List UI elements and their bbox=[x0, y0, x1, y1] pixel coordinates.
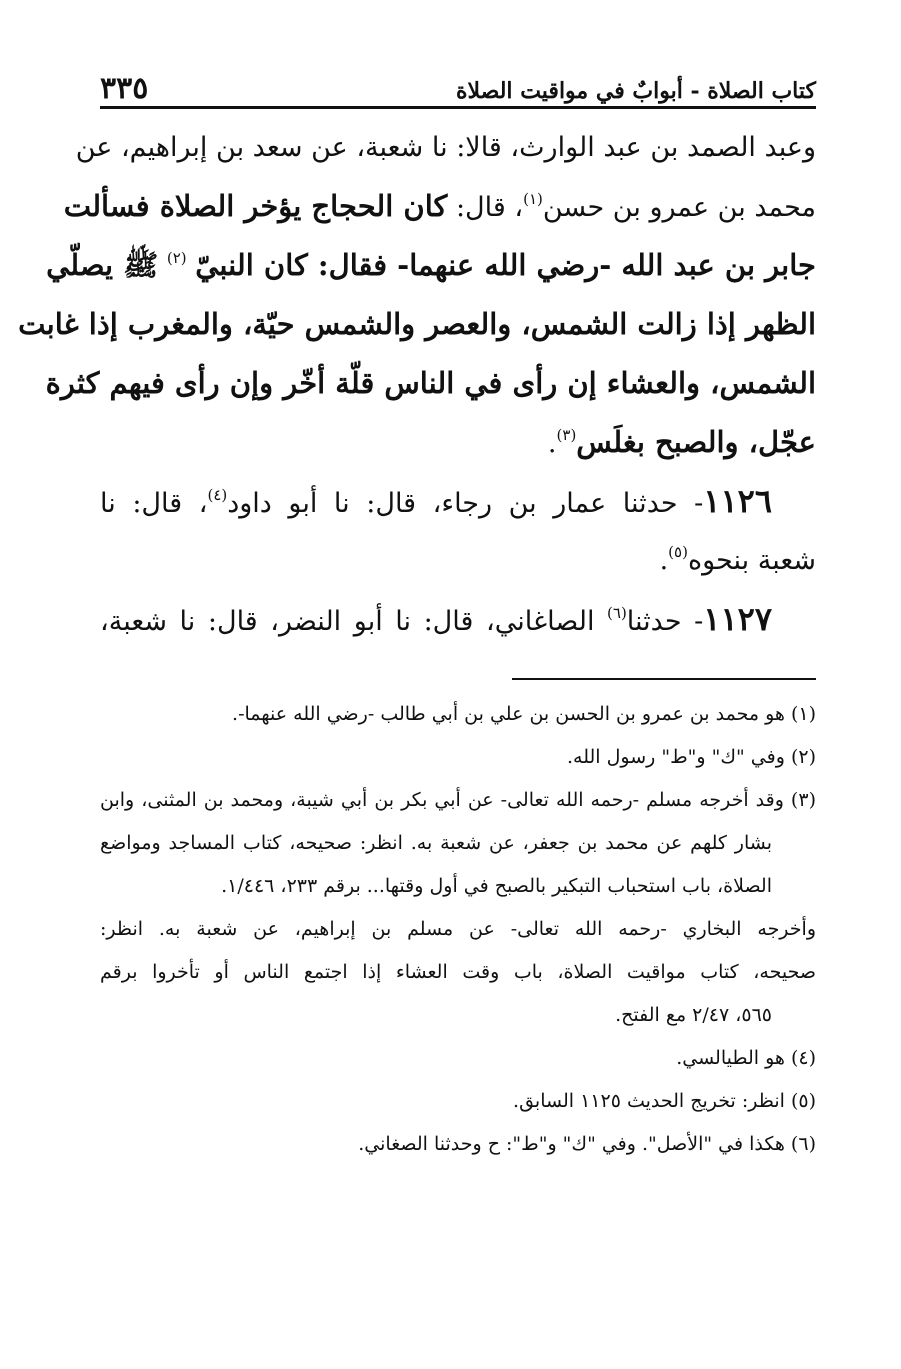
hadith-number: ١١٢٦ bbox=[703, 482, 773, 520]
text-line: محمد بن عمرو بن حسن$^{(١)}$، قال: كان الحجاج يؤخر الصلاة فسألت bbox=[63, 189, 816, 223]
footnote-ref[interactable]: (٦) bbox=[607, 604, 627, 622]
footnote-3-cont: وأخرجه البخاري -رحمه الله تعالى- عن مسلم بن إبراهيم، عن شعبة به. انظر: bbox=[100, 918, 816, 940]
hadith-matn: كان الحجاج يؤخر الصلاة فسألت bbox=[63, 189, 448, 223]
footnote-ref[interactable]: (٢) bbox=[166, 249, 187, 267]
text-line: وعبد الصمد بن عبد الوارث، قالا: نا شعبة، عن سعد بن إبراهيم، عن bbox=[75, 132, 816, 163]
header-divider bbox=[100, 106, 816, 109]
text-line: الظهر إذا زالت الشمس، والعصر والشمس حيّة، والمغرب إذا غابت bbox=[18, 307, 816, 341]
footnote-ref[interactable]: (٤) bbox=[207, 486, 228, 504]
running-title: كتاب الصلاة - أبوابٌ في مواقيت الصلاة bbox=[455, 78, 816, 104]
footnote-1: (١) هو محمد بن عمرو بن الحسن بن علي بن أبي طالب -رضي الله عنهما-. bbox=[232, 703, 816, 725]
footnote-4: (٤) هو الطيالسي. bbox=[676, 1047, 816, 1069]
text-line: عجّل، والصبح بغلَس$^{(٣)}$. bbox=[547, 425, 816, 459]
main-text bbox=[18, 118, 816, 649]
footnotes bbox=[100, 693, 816, 1166]
footnote-3-cont: الصلاة، باب استحباب التبكير بالصبح في أول وقتها... برقم ٢٣٣، ١/٤٤٦. bbox=[221, 875, 772, 897]
footnote-3: (٣) وقد أخرجه مسلم -رحمه الله تعالى- عن أبي بكر بن أبي شيبة، ومحمد بن المثنى، وابن bbox=[100, 789, 816, 811]
text-line: شعبة بنحوه$^{(٥)}$. bbox=[659, 543, 816, 576]
footnote-ref[interactable]: (٥) bbox=[668, 543, 688, 561]
text-line: الشمس، والعشاء إن رأى في الناس قلّة أخّر وإن رأى فيهم كثرة bbox=[45, 366, 816, 400]
footnote-3-cont: صحيحه، كتاب مواقيت الصلاة، باب وقت العشاء إذا اجتمع الناس أو تأخروا برقم bbox=[100, 961, 816, 983]
hadith-1127: ١١٢٧- حدثنا$^{(٦)}$ الصاغاني، قال: نا أبو النضر، قال: نا شعبة، bbox=[100, 600, 772, 638]
page-header bbox=[100, 60, 816, 104]
footnote-divider bbox=[512, 678, 816, 680]
footnote-ref[interactable]: (١) bbox=[523, 190, 543, 208]
footnote-6: (٦) هكذا في "الأصل". وفي "ك" و"ط": ح وحدثنا الصغاني. bbox=[358, 1133, 816, 1155]
hadith-number: ١١٢٧ bbox=[703, 600, 772, 638]
footnote-3-cont: بشار كلهم عن محمد بن جعفر، عن شعبة به. انظر: صحيحه، كتاب المساجد ومواضع bbox=[100, 832, 772, 854]
footnote-3-cont: ٥٦٥، ٢/٤٧ مع الفتح. bbox=[615, 1004, 772, 1026]
footnote-ref[interactable]: (٣) bbox=[556, 426, 577, 444]
text-line: جابر بن عبد الله -رضي الله عنهما- فقال: كان النبيّ $^{(٢)}$ ﷺ يصلّي bbox=[46, 248, 816, 282]
page-number: ٣٣٥ bbox=[100, 71, 149, 106]
hadith-1126: ١١٢٦- حدثنا عمار بن رجاء، قال: نا أبو داود$^{(٤)}$، قال: نا bbox=[100, 482, 773, 520]
footnote-2: (٢) وفي "ك" و"ط" رسول الله. bbox=[566, 746, 816, 768]
footnote-5: (٥) انظر: تخريج الحديث ١١٢٥ السابق. bbox=[513, 1090, 816, 1112]
